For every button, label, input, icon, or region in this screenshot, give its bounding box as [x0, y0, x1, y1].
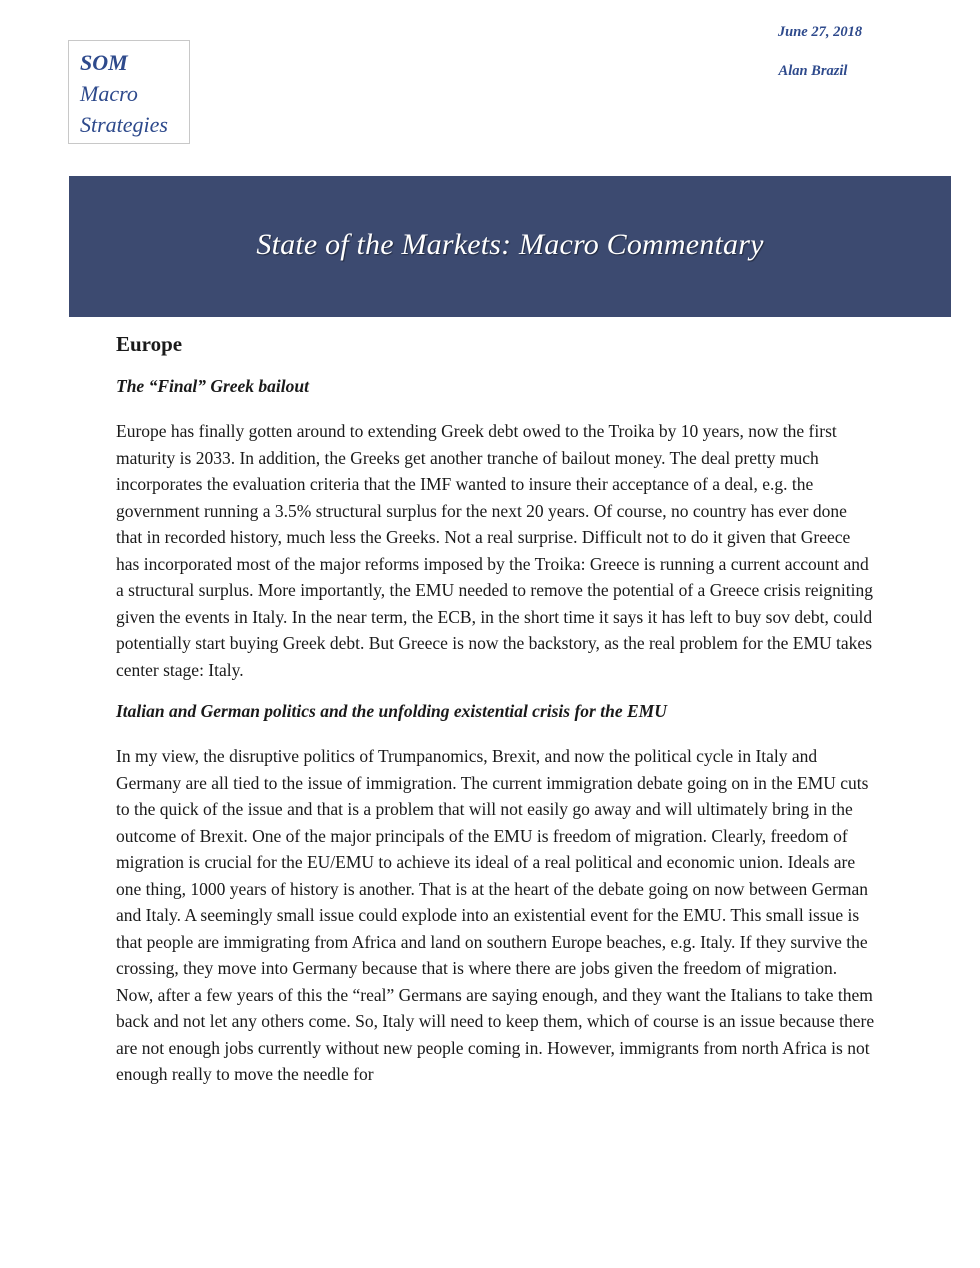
logo-line-strategies: Strategies: [80, 112, 168, 137]
paragraph-greek-bailout: Europe has finally gotten around to extending Greek debt owed to the Troika by 10 years, now the first maturity is 2033. In addition, the Greeks get another tranche of bailout money. The deal pretty much incorporates the evaluation criteria that the IMF wanted to insure their acceptance of a deal, e.g. the government running a 3.5% structural surplus for the next 20 years. Of course, no country has ever done that in recorded history, much less the Greeks. Not a real surprise. Difficult not to do it given that Greece has incorporated most of the major reforms imposed by the Troika: Greece is running a current account and a structural surplus. More importantly, the EMU needed to remove the potential of a Greece crisis reigniting given the events in Italy. In the near term, the ECB, in the short time it says it has left to buy sov debt, could potentially start buying Greek debt. But Greece is now the backstory, as the real problem for the EMU takes center stage: Italy.: [116, 421, 873, 680]
document-author: Alan Brazil: [778, 63, 848, 79]
document-body: [116, 330, 876, 1104]
section-heading-europe: Europe: [116, 332, 183, 356]
subheading-italian-german-politics: Italian and German politics and the unfolding existential crisis for the EMU: [116, 701, 667, 721]
document-date: June 27, 2018: [777, 24, 863, 40]
subheading-greek-bailout: The “Final” Greek bailout: [116, 376, 309, 396]
document-title: State of the Markets: Macro Commentary: [256, 227, 764, 261]
logo-line-som: SOM: [80, 50, 128, 75]
logo-line-macro: Macro: [80, 81, 138, 106]
title-banner: [69, 176, 951, 317]
som-logo: [68, 40, 190, 144]
paragraph-italian-german-politics: In my view, the disruptive politics of Trumpanomics, Brexit, and now the political cycle in Italy and Germany are all tied to the issue of immigration. The current immigration debate going on in the EMU cuts to the quick of the issue and that is a problem that will not easily go away and will ultimately bring in the outcome of Brexit. One of the major principals of the EMU is freedom of migration. Clearly, freedom of migration is crucial for the EU/EMU to achieve its ideal of a real political and economic union. Ideals are one thing, 1000 years of history is another. That is at the heart of the debate going on now between German and Italy. A seemingly small issue could explode into an existential event for the EMU. This small issue is that people are immigrating from Africa and land on southern Europe beaches, e.g. Italy. If they survive the crossing, they move into Germany because that is where there are jobs given the freedom of migration. Now, after a few years of this the “real” Germans are saying enough, and they want the Italians to take them back and not let any others come. So, Italy will need to keep them, which of course is an issue because there are not enough jobs currently without new people coming in. However, immigrants from north Africa is not enough really to move the needle for: [116, 746, 875, 1084]
